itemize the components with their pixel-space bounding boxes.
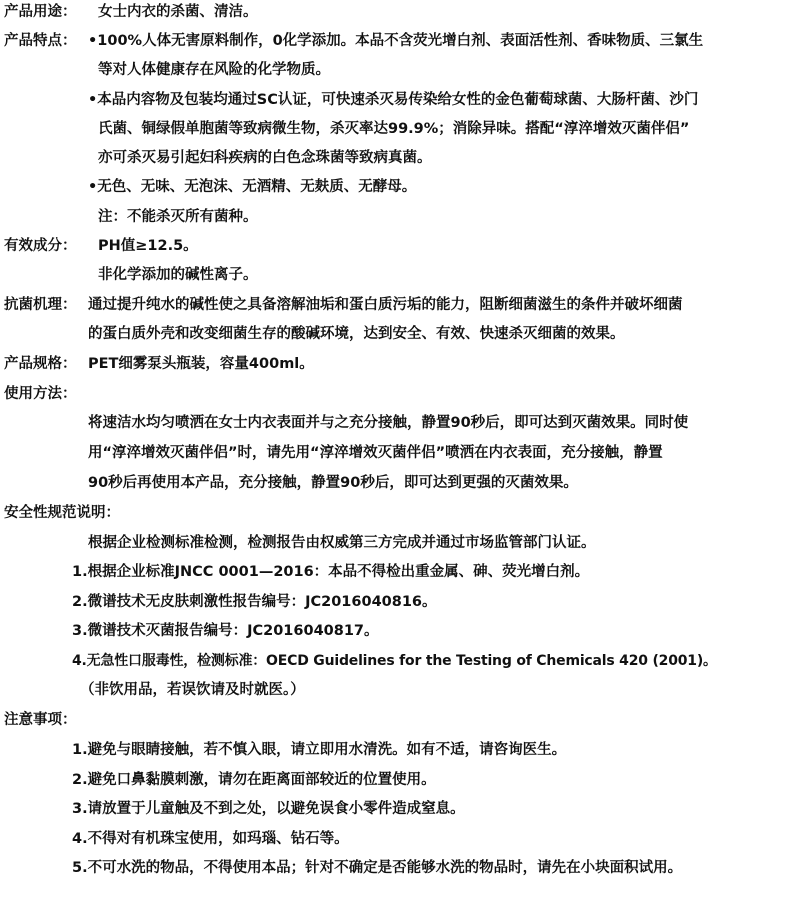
ingredients-row bbox=[0, 265, 798, 287]
caution-item: 5.不可水洗的物品，不得使用本品；针对不确定是否能够水洗的物品时，请先在小块面积试用。 bbox=[72, 860, 683, 876]
ingredients-line: PH值≥12.5。 bbox=[98, 238, 198, 254]
features-note: 注：不能杀灭所有菌种。 bbox=[98, 209, 258, 225]
method-line: 用“淳淬增效灭菌伴侣”时，请先用“淳淬增效灭菌伴侣”喷洒在内衣表面，充分接触，静置 bbox=[88, 445, 663, 461]
features-row bbox=[0, 207, 798, 229]
features-line: •本品内容物及包装均通过SC认证，可快速杀灭易传染给女性的金色葡萄球菌、大肠杆菌、沙门 bbox=[88, 92, 699, 108]
ingredients-row bbox=[0, 236, 798, 258]
caution-item: 3.请放置于儿童触及不到之处，以避免误食小零件造成窒息。 bbox=[72, 801, 465, 817]
features-row bbox=[0, 177, 798, 199]
caution-item: 2.避免口鼻黏膜刺激，请勿在距离面部较近的位置使用。 bbox=[72, 772, 436, 788]
cautions-row bbox=[0, 770, 798, 792]
spec-row bbox=[0, 354, 798, 376]
features-label: 产品特点： bbox=[4, 33, 77, 49]
mechanism-line: 的蛋白质外壳和改变细菌生存的酸碱环境，达到安全、有效、快速杀灭细菌的效果。 bbox=[88, 326, 625, 342]
safety-item: 1.根据企业标准JNCC 0001—2016：本品不得检出重金属、砷、荧光增白剂。 bbox=[72, 564, 590, 580]
cautions-row bbox=[0, 799, 798, 821]
mechanism-row bbox=[0, 295, 798, 317]
caution-item: 1.避免与眼睛接触，若不慎入眼，请立即用水清洗。如有不适，请咨询医生。 bbox=[72, 742, 567, 758]
cautions-row bbox=[0, 740, 798, 762]
method-row bbox=[0, 413, 798, 435]
usage-row bbox=[0, 2, 798, 24]
mechanism-row bbox=[0, 324, 798, 346]
ingredients-label: 有效成分： bbox=[4, 238, 77, 254]
features-row bbox=[0, 148, 798, 170]
safety-row bbox=[0, 651, 798, 673]
method-row bbox=[0, 473, 798, 495]
method-label: 使用方法： bbox=[4, 386, 77, 402]
ingredients-line: 非化学添加的碱性离子。 bbox=[98, 267, 258, 283]
spec-label: 产品规格： bbox=[4, 356, 77, 372]
safety-row bbox=[0, 533, 798, 555]
safety-row bbox=[0, 592, 798, 614]
cautions-row bbox=[0, 710, 798, 732]
method-row bbox=[0, 443, 798, 465]
features-line: •100%人体无害原料制作，0化学添加。本品不含荧光增白剂、表面活性剂、香味物质、三氯生 bbox=[88, 33, 704, 49]
caution-item: 4.不得对有机珠宝使用，如玛瑙、钻石等。 bbox=[72, 831, 349, 847]
safety-row bbox=[0, 503, 798, 525]
safety-label: 安全性规范说明： bbox=[4, 505, 120, 521]
features-line: 亦可杀灭易引起妇科疾病的白色念珠菌等致病真菌。 bbox=[98, 150, 432, 166]
cautions-row bbox=[0, 829, 798, 851]
features-line: •无色、无味、无泡沫、无酒精、无麸质、无酵母。 bbox=[88, 179, 417, 195]
features-line: 氏菌、铜绿假单胞菌等致病微生物，杀灭率达99.9%；消除异味。搭配“淳淬增效灭菌伴侣” bbox=[98, 121, 690, 137]
safety-item: 3.微谱技术灭菌报告编号：JC2016040817。 bbox=[72, 623, 379, 639]
mechanism-line: 通过提升纯水的碱性使之具备溶解油垢和蛋白质污垢的能力，阻断细菌滋生的条件并破坏细菌 bbox=[88, 297, 683, 313]
mechanism-label: 抗菌机理： bbox=[4, 297, 77, 313]
safety-item: 2.微谱技术无皮肤刺激性报告编号：JC2016040816。 bbox=[72, 594, 437, 610]
features-row bbox=[0, 60, 798, 82]
spec-text: PET细雾泵头瓶装，容量400ml。 bbox=[88, 356, 314, 372]
safety-row bbox=[0, 562, 798, 584]
method-row bbox=[0, 384, 798, 406]
method-line: 将速洁水均匀喷洒在女士内衣表面并与之充分接触，静置90秒后，即可达到灭菌效果。同时使 bbox=[88, 415, 689, 431]
features-row bbox=[0, 119, 798, 141]
features-row bbox=[0, 31, 798, 53]
safety-row bbox=[0, 680, 798, 702]
safety-item: 4.无急性口服毒性，检测标准：OECD Guidelines for the Testing of Chemicals 420 (2001)。 bbox=[72, 653, 717, 669]
cautions-row bbox=[0, 858, 798, 880]
safety-row bbox=[0, 621, 798, 643]
safety-intro: 根据企业检测标准检测，检测报告由权威第三方完成并通过市场监管部门认证。 bbox=[88, 535, 596, 551]
usage-label: 产品用途： bbox=[4, 4, 77, 20]
features-row bbox=[0, 90, 798, 112]
method-line: 90秒后再使用本产品，充分接触，静置90秒后，即可达到更强的灭菌效果。 bbox=[88, 475, 578, 491]
safety-note: （非饮用品，若误饮请及时就医。） bbox=[80, 682, 305, 698]
usage-text: 女士内衣的杀菌、清洁。 bbox=[98, 4, 258, 20]
cautions-label: 注意事项： bbox=[4, 712, 77, 728]
features-line: 等对人体健康存在风险的化学物质。 bbox=[98, 62, 330, 78]
